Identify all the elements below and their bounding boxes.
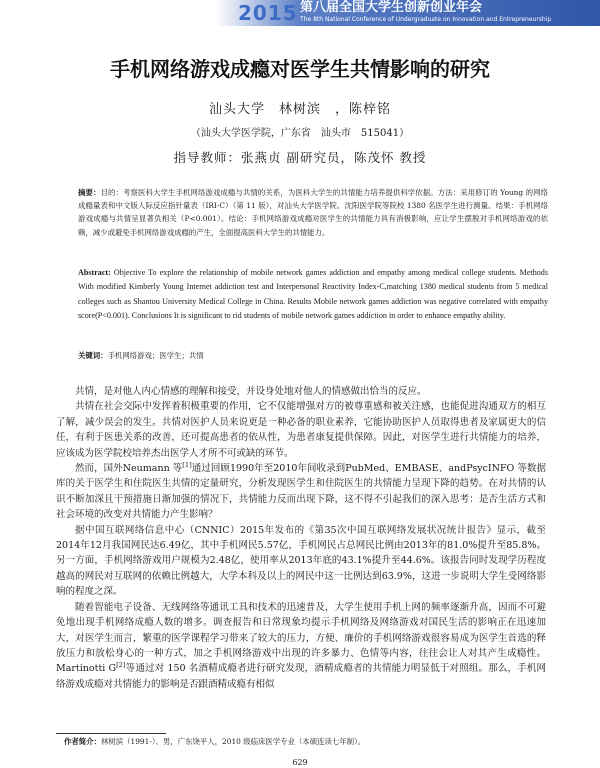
author-footnote (64, 736, 544, 748)
body-paragraph-4: 据中国互联网络信息中心（CNNIC）2015年发布的《第35次中国互联网络发展状况统计报告》显示，截至2014年12月我国网民达6.49亿，其中手机网民5.57亿，手机网民占总网民比例由2013年的81.0%提升至85.8%。另一方面，手机网络游戏用户规模为2.48亿，使用率从2013年底的43.1%提升至44.6%。该报告同时发现学历程度越高的网民对互联网的依赖比例越大，大学本科及以上的网民中这一比例达到63.9%，这进一步说明大学生受网络影响的程度之深。 (56, 524, 546, 598)
conference-subtitle: The 8th National Conference of Undergraduate on Innovation and Entrepreneurship (300, 16, 552, 23)
body-paragraph-1: 共情，是对他人内心情感的理解和接受，并设身处地对他人的情感做出恰当的反应。 (75, 386, 427, 397)
advisors-line: 指导教师：张燕贞 副研究员，陈茂怀 教授 (173, 150, 427, 165)
authors-line: 汕头大学 林树滨 ，陈梓铭 (208, 102, 391, 117)
abstract-en-text: Objective To explore the relationship of mobile network games addiction and empathy among medical college students. Methods With modified Kimberly Young Internet addiction test and Interpersonal Reactivity Index-C,matching 1380 medical students from 5 medical colleges such as Shantou University Medical College in China. Results Mobile network games addiction was negative correlated with empathy score(P<0.001). Conclusions It is significant to rid students of mobile network games addiction in order to enhance empathy ability. (78, 268, 548, 321)
conference-banner (0, 0, 600, 26)
body-paragraph-5 (56, 600, 546, 692)
footnote-divider (56, 733, 166, 734)
keywords (78, 350, 548, 362)
conference-title: 第八届全国大学生创新创业年会 (300, 0, 483, 15)
keywords-text: 手机网络游戏；医学生；共情 (107, 351, 204, 360)
footnote-label: 作者简介： (64, 737, 101, 746)
citation-1: [1] (182, 460, 192, 469)
abstract-en-label: Abstract: (78, 268, 111, 277)
body-paragraph-3 (56, 461, 546, 523)
body-paragraph-2: 共情在社会交际中发挥着积极重要的作用，它不仅能增强对方的被尊重感和被关注感，也能促进沟通双方的相互了解，减少误会的发生。共情对医护人员来说更是一种必备的职业素养，它能协助医护人员取得患者及家属更大的信任，有利于医患关系的改善，还可提高患者的依从性，为患者康复提供保障。因此，对医学生进行共情能力的培养，应该成为医学院校培养杰出医学人才所不可或缺的环节。 (56, 401, 546, 459)
body-text (56, 384, 546, 692)
paper-title: 手机网络游戏成瘾对医学生共情影响的研究 (110, 57, 490, 81)
footnote-text: 林树滨（1991-）、男，广东饶平人，2010 级临床医学专业（本硕连读七年制）。 (100, 737, 366, 746)
citation-2: [2] (116, 661, 126, 670)
abstract-en (78, 266, 548, 324)
abstract-cn (78, 186, 548, 239)
body-paragraph-5-part-b: 等通过对 150 名酒精成瘾者进行研究发现，酒精成瘾者的共情能力明显低于对照组。那么，手机网络游戏成瘾对共情能力的影响是否跟酒精成瘾有相似 (56, 663, 546, 690)
affiliation-line: （汕头大学医学院，广东省 汕头市 515041） (190, 128, 410, 139)
abstract-cn-label: 摘要： (78, 188, 101, 197)
abstract-cn-text: 目的：考察医科大学生手机网络游戏成瘾与共情的关系，为医科大学生的共情能力培养提供科学依据。方法：采用修订的 Young 的网络成瘾量表和中文版人际反应指针量表（IRI-C）（第 11 版），对汕头大学医学院、沈阳医学院等院校 1380 名医学生进行测量。结果：手机网络游戏成瘾与共情呈显著负相关（P<0.001）。结论：手机网络游戏成瘾对医学生的共情能力具有消极影响，应让学生摆脱对手机网络游戏的依赖，减少或避免手机网络游戏成瘾的产生，全面提高医科大学生的共情能力。 (78, 188, 548, 237)
body-paragraph-3-part-b: 通过回顾1990年至2010年间收录到PubMed、EMBASE、andPsycINFO 等数据库的关于医学生和住院医生共情的定量研究，分析发现医学生和住院医生的共情能力呈现下降的趋势。在对共情的认识不断加深且干预措施日渐加强的情况下，共情能力反而出现下降，这不得不引起我们的深入思考：是否生活方式和社会环境的改变对共情能力产生影响？ (56, 463, 546, 521)
body-paragraph-5-part-a: 随着智能电子设备、无线网络等通讯工具和技术的迅速普及，大学生使用手机上网的频率逐渐升高，因而不可避免地出现手机网络成瘾人数的增多。调查报告和日常现象均提示手机网络及网络游戏对国民生活的影响正在迅速加大，对医学生而言，繁重的医学课程学习带来了较大的压力，方便、廉价的手机网络游戏很容易成为医学生首选的释放压力和放松身心的一种方式，加之手机网络游戏中出现的许多暴力、色情等内容，往往会让人对其产生成瘾性。Martinotti G (56, 601, 546, 675)
keywords-label: 关键词： (78, 351, 108, 360)
body-paragraph-3-part-a: 然而，国外Neumann 等 (75, 463, 183, 475)
page-number: 629 (292, 758, 308, 767)
conference-logo: 2015 (238, 1, 298, 25)
